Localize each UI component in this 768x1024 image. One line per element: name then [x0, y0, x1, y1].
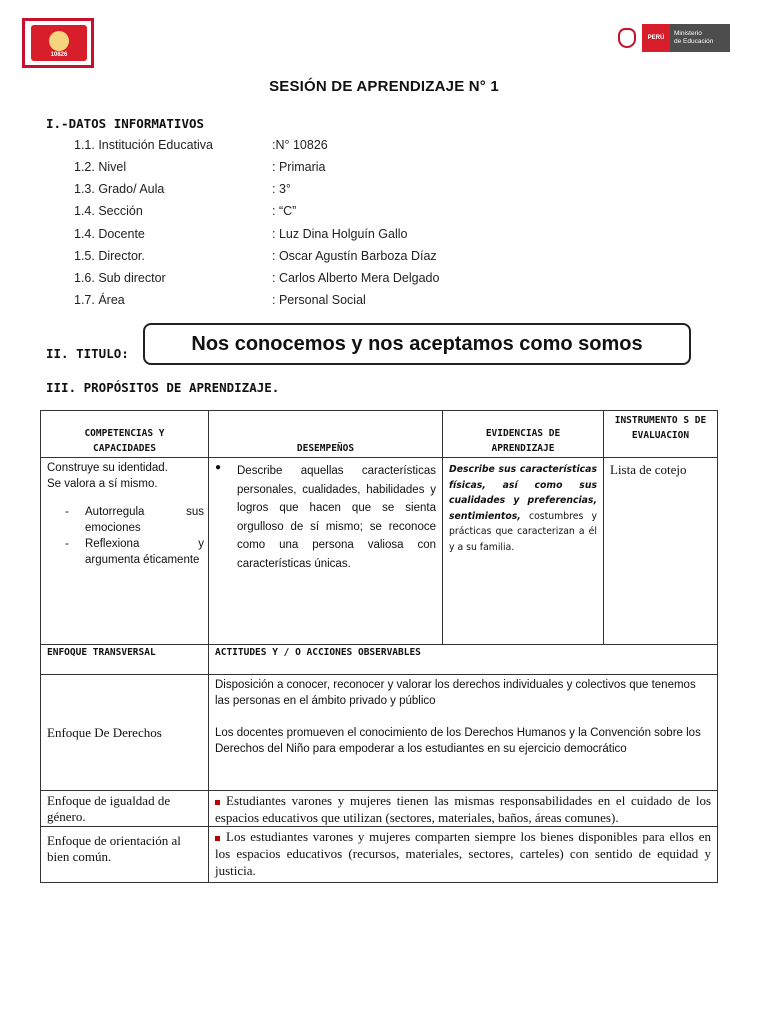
dato-value: : Personal Social [272, 293, 366, 307]
header-evidencias: EVIDENCIAS DE APRENDIZAJE [443, 411, 604, 458]
dato-value: : Oscar Agustín Barboza Díaz [272, 249, 437, 263]
evidencias-cell [443, 458, 604, 645]
table-row [41, 791, 718, 827]
square-bullet-icon [215, 800, 220, 805]
desempenos-cell [209, 458, 443, 645]
table-header-row [41, 645, 718, 675]
table-header-row [41, 411, 718, 458]
enfoque-actions [209, 675, 718, 791]
competencia: Se valora a sí mismo. [47, 478, 158, 490]
competencias-cell [41, 458, 209, 645]
accion-text: Disposición a conocer, reconocer y valorar los derechos individuales y colectivos que tenemos las personas en el ámbito privado y público [215, 679, 696, 707]
accion-text: Los docentes promueven el conocimiento de los Derechos Humanos y la Convención sobre los Derechos del Niño para empoderar a los estudiantes en su ejercicio democrático [215, 727, 701, 755]
square-bullet-icon [215, 836, 220, 841]
dato-label: 1.5. Director. [74, 249, 145, 263]
enfoque-actions [209, 791, 718, 827]
dato-label: 1.1. Institución Educativa [74, 138, 213, 152]
dato-label: 1.7. Área [74, 293, 125, 307]
header-actitudes: ACTITUDES Y / O ACCIONES OBSERVABLES [209, 645, 718, 675]
school-badge-number: 10826 [50, 52, 68, 58]
enfoque-name: Enfoque De Derechos [41, 675, 209, 791]
header-enfoque: ENFOQUE TRANSVERSAL [41, 645, 209, 675]
ministry-label: Ministerio de Educación [670, 24, 730, 52]
dato-value: : Primaria [272, 160, 326, 174]
titulo-label: II. TITULO: [46, 346, 129, 361]
dato-value: : Luz Dina Holguín Gallo [272, 227, 408, 241]
capacidad-item: - Autorregula sus emociones [65, 506, 204, 534]
datos-heading: I.-DATOS INFORMATIVOS [46, 116, 205, 131]
evidencia-rest: costumbres y prácticas que caracterizan a él y a su familia. [449, 510, 597, 553]
school-logo [22, 18, 94, 68]
enfoque-actions [209, 827, 718, 883]
desempeno-text: Describe aquellas características personales, cualidades, habilidades y logros que hacen que se sienta orgulloso de sí mismo; se reconoce como una persona valiosa con características únicas. [237, 465, 436, 570]
peru-label: PERÚ [642, 24, 670, 52]
enfoque-name: Enfoque de orientación al bien común. [41, 827, 209, 883]
bullet-icon: ● [215, 462, 222, 473]
propositos-table [40, 410, 718, 883]
peru-crest-icon [612, 24, 642, 52]
table-row [41, 827, 718, 883]
dato-label: 1.3. Grado/ Aula [74, 182, 165, 196]
dato-label: 1.4. Sección [74, 204, 143, 218]
capacidad-item: - Reflexiona y argumenta éticamente [65, 538, 204, 566]
dato-label: 1.4. Docente [74, 227, 145, 241]
dato-value: :N° 10826 [272, 138, 328, 152]
instrumento-cell: Lista de cotejo [604, 458, 718, 645]
session-title-box: Nos conocemos y nos aceptamos como somos [143, 323, 691, 365]
accion-text: Los estudiantes varones y mujeres comparten siempre los bienes disponibles para ellos en los espacios educativos (recursos, materiales, sectores, carteles) con sentido de equidad y justicia. [215, 829, 711, 878]
header-competencias: COMPETENCIAS Y CAPACIDADES [41, 411, 209, 458]
dato-label: 1.6. Sub director [74, 271, 166, 285]
dato-label: 1.2. Nivel [74, 160, 127, 174]
enfoque-name: Enfoque de igualdad de género. [41, 791, 209, 827]
ministry-logo [612, 24, 730, 52]
header-instrumentos: INSTRUMENTO S DE EVALUACION [604, 411, 718, 458]
page-title: SESIÓN DE APRENDIZAJE N° 1 [269, 78, 499, 95]
dato-value: : “C” [272, 204, 297, 218]
table-row [41, 458, 718, 645]
evidencia-bold: Describe sus características físicas, así como sus cualidades y preferencias, sentimientos, [449, 464, 597, 522]
school-emblem-icon [49, 31, 69, 51]
dato-value: : 3° [272, 182, 291, 196]
dato-value: : Carlos Alberto Mera Delgado [272, 271, 440, 285]
table-row [41, 675, 718, 791]
competencia: Construye su identidad. [47, 462, 168, 474]
accion-text: Estudiantes varones y mujeres tienen las mismas responsabilidades en el cuidado de los espacios educativos que utilizan (sectores, materiales, baños, áreas comunes). [215, 793, 711, 825]
header-desempenos: DESEMPEÑOS [209, 411, 443, 458]
propositos-heading: III. PROPÓSITOS DE APRENDIZAJE. [46, 380, 280, 395]
